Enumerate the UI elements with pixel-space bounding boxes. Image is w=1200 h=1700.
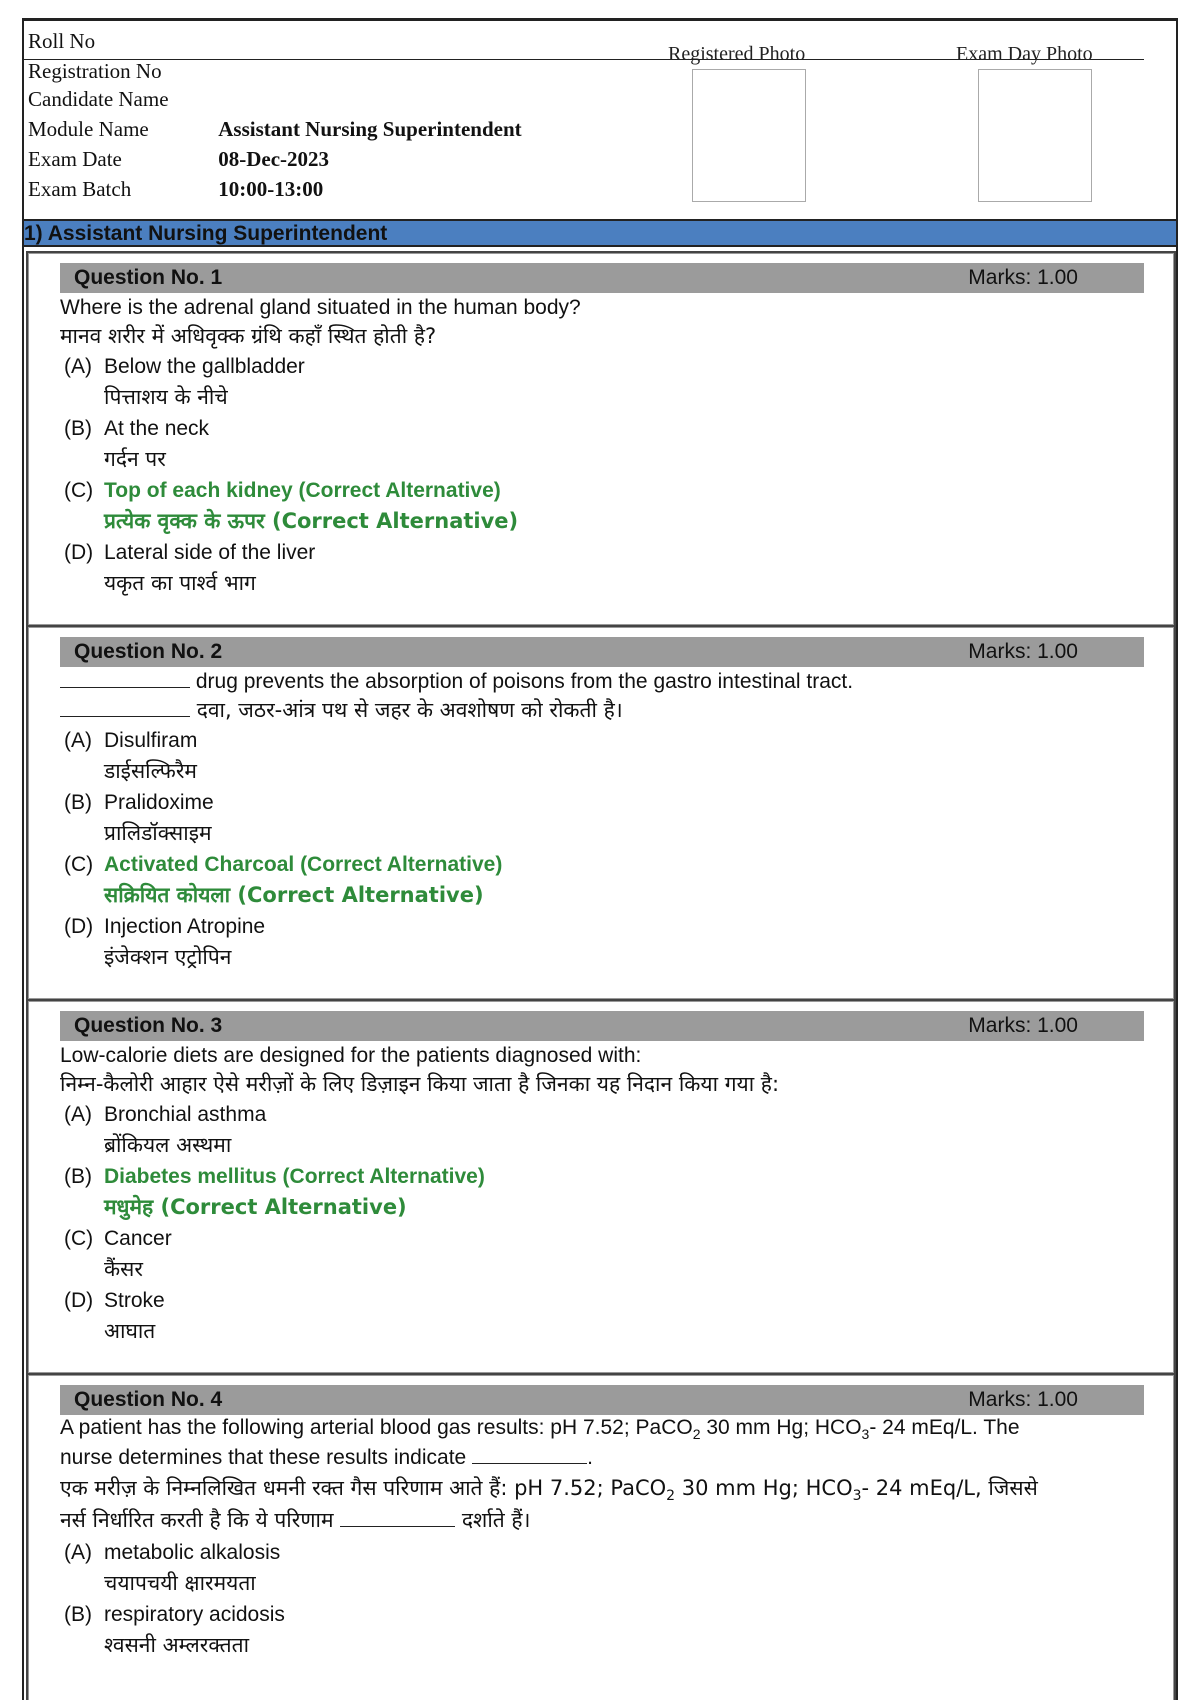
option-text-hi: सक्रियित कोयला (Correct Alternative) — [104, 883, 484, 907]
question-card-2 — [26, 625, 1176, 1001]
question-text-part: 30 mm Hg; HCO — [675, 1476, 853, 1500]
exam-day-photo-box — [978, 69, 1092, 202]
candidate-name-row — [28, 87, 213, 112]
module-name-label: Module Name — [28, 117, 149, 141]
option-text-hi: कैंसर — [104, 1257, 143, 1281]
module-name-row — [28, 117, 522, 142]
exam-date-label: Exam Date — [28, 147, 122, 171]
option-letter: (B) — [64, 1603, 92, 1626]
question-text-part: A patient has the following arterial blood gas results: pH 7.52; PaCO — [60, 1416, 693, 1439]
exam-date-row — [28, 147, 329, 172]
question-text-en-line2: nurse determines that these results indicate . — [60, 1446, 593, 1469]
answer-sheet — [22, 18, 1178, 1700]
question-header — [60, 1011, 1144, 1041]
option-letter: (D) — [64, 915, 94, 938]
option-text-hi: प्रालिडॉक्साइम — [104, 821, 212, 845]
candidate-name-label: Candidate Name — [28, 87, 169, 111]
option-text-en: Diabetes mellitus (Correct Alternative) — [104, 1165, 485, 1188]
question-text-part: - 24 mEq/L, जिससे — [861, 1476, 1038, 1500]
question-text-hi-line2 — [60, 1505, 1150, 1535]
option-text-en: Disulfiram — [104, 729, 198, 752]
answer-blank — [340, 1507, 455, 1527]
question-text-part: nurse determines that these results indicate — [60, 1446, 467, 1469]
question-text-en — [60, 667, 1150, 697]
answer-blank — [472, 1444, 587, 1464]
subscript: 3 — [861, 1426, 870, 1443]
option-text-hi: यकृत का पार्श्व भाग — [104, 571, 256, 595]
question-text-part: - 24 mEq/L. The — [869, 1416, 1020, 1439]
exam-date-value: 08-Dec-2023 — [218, 147, 330, 171]
module-name-value: Assistant Nursing Superintendent — [218, 117, 522, 141]
question-text-en: Where is the adrenal gland situated in the human body? — [60, 296, 581, 319]
question-text-part: दर्शाते हैं। — [461, 1508, 531, 1532]
option-text-hi: ब्रोंकियल अस्थमा — [104, 1133, 232, 1157]
option-letter: (C) — [64, 853, 94, 876]
option-letter: (A) — [64, 355, 92, 378]
roll-no-row — [28, 29, 213, 54]
question-marks: Marks: 1.00 — [968, 640, 1078, 663]
option-text-en: Cancer — [104, 1227, 172, 1250]
option-letter: (A) — [64, 1103, 92, 1126]
question-number: Question No. 2 — [74, 640, 223, 663]
option-text-hi: मधुमेह (Correct Alternative) — [104, 1195, 407, 1219]
option-text-en: Bronchial asthma — [104, 1103, 267, 1126]
option-text-en: metabolic alkalosis — [104, 1541, 281, 1564]
answer-blank — [60, 668, 190, 688]
exam-batch-label: Exam Batch — [28, 177, 132, 201]
roll-no-label: Roll No — [28, 29, 96, 53]
subscript: 2 — [692, 1426, 701, 1443]
registration-no-row — [28, 59, 213, 84]
registration-no-label: Registration No — [28, 59, 162, 83]
question-card-4 — [26, 1373, 1176, 1700]
option-letter: (D) — [64, 1289, 94, 1312]
question-header — [60, 637, 1144, 667]
question-text-hi-content: दवा, जठर-आंत्र पथ से जहर के अवशोषण को रोकती है। — [196, 698, 623, 722]
option-text-hi: चयापचयी क्षारमयता — [104, 1571, 256, 1595]
question-text-hi — [60, 695, 1150, 725]
section-title: 1) Assistant Nursing Superintendent — [24, 221, 1176, 247]
option-text-en: Pralidoxime — [104, 791, 214, 814]
question-number: Question No. 3 — [74, 1014, 223, 1037]
option-text-en: respiratory acidosis — [104, 1603, 285, 1626]
question-text-hi: मानव शरीर में अधिवृक्क ग्रंथि कहाँ स्थित होती है? — [60, 324, 437, 348]
option-text-en: Lateral side of the liver — [104, 541, 316, 564]
question-text-part: नर्स निर्धारित करती है कि ये परिणाम — [60, 1508, 334, 1532]
question-card-3 — [26, 999, 1176, 1375]
option-text-hi: पित्ताशय के नीचे — [104, 385, 228, 409]
option-text-hi: आघात — [104, 1319, 156, 1343]
option-text-hi: डाईसल्फिरैम — [104, 759, 197, 783]
option-letter: (A) — [64, 1541, 92, 1564]
subscript: 2 — [666, 1488, 676, 1505]
option-letter: (A) — [64, 729, 92, 752]
question-text-en-content: drug prevents the absorption of poisons from the gastro intestinal tract. — [195, 670, 854, 693]
question-marks: Marks: 1.00 — [968, 1014, 1078, 1037]
option-text-en: At the neck — [104, 417, 210, 440]
option-letter: (B) — [64, 791, 92, 814]
option-letter: (C) — [64, 1227, 94, 1250]
exam-batch-value: 10:00-13:00 — [218, 177, 324, 201]
option-letter: (B) — [64, 417, 92, 440]
option-letter: (B) — [64, 1165, 92, 1188]
question-text-en: Low-calorie diets are designed for the patients diagnosed with: — [60, 1044, 642, 1067]
option-text-hi: प्रत्येक वृक्क के ऊपर (Correct Alternative) — [104, 509, 519, 533]
question-header — [60, 263, 1144, 293]
subscript: 3 — [852, 1488, 862, 1505]
exam-day-photo-label: Exam Day Photo — [956, 43, 1093, 65]
option-text-en: Top of each kidney (Correct Alternative) — [104, 479, 501, 502]
option-letter: (D) — [64, 541, 94, 564]
question-text-part: एक मरीज़ के निम्नलिखित धमनी रक्त गैस परिणाम आते हैं: pH 7.52; PaCO — [60, 1476, 667, 1500]
option-text-hi: इंजेक्शन एट्रोपिन — [104, 945, 232, 969]
question-card-1 — [26, 251, 1176, 627]
question-marks: Marks: 1.00 — [968, 1388, 1078, 1411]
option-text-hi: श्वसनी अम्लरक्तता — [104, 1633, 250, 1657]
option-text-en: Activated Charcoal (Correct Alternative) — [104, 853, 503, 876]
candidate-header — [24, 21, 1176, 221]
question-number: Question No. 4 — [74, 1388, 223, 1411]
option-text-en: Below the gallbladder — [104, 355, 305, 378]
registered-photo-label: Registered Photo — [668, 43, 806, 65]
registered-photo-box — [692, 69, 806, 202]
option-text-en: Stroke — [104, 1289, 165, 1312]
option-text-en: Injection Atropine — [104, 915, 266, 938]
answer-blank — [60, 697, 190, 717]
option-text-hi: गर्दन पर — [104, 447, 166, 471]
question-header — [60, 1385, 1144, 1415]
question-number: Question No. 1 — [74, 266, 223, 289]
exam-batch-row — [28, 177, 323, 202]
option-letter: (C) — [64, 479, 94, 502]
question-text-part: 30 mm Hg; HCO — [700, 1416, 862, 1439]
question-text-hi: निम्न-कैलोरी आहार ऐसे मरीज़ों के लिए डिज़ाइन किया जाता है जिनका यह निदान किया गया है: — [60, 1072, 780, 1096]
question-marks: Marks: 1.00 — [968, 266, 1078, 289]
